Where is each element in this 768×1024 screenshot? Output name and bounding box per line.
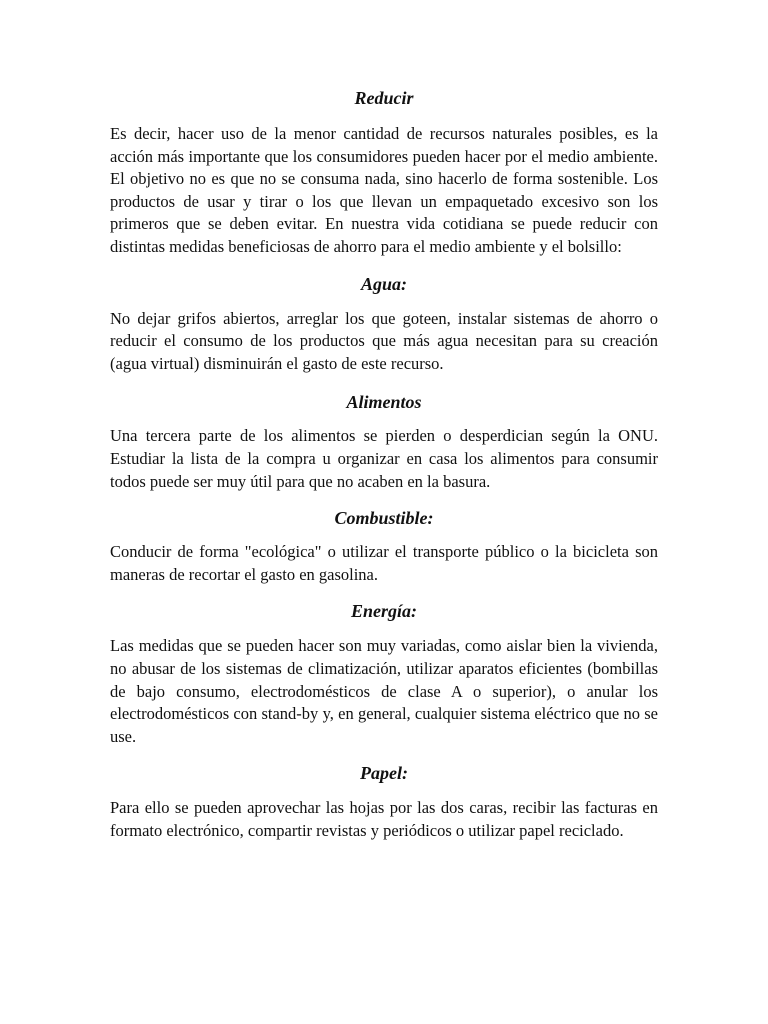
document-page — [110, 84, 658, 842]
section-body-papel: Para ello se pueden aprovechar las hojas por las dos caras, recibir las facturas en formato electrónico, compartir revistas y periódicos o utilizar papel reciclado. — [110, 798, 658, 840]
section-body-alimentos: Una tercera parte de los alimentos se pierden o desperdician según la ONU. Estudiar la lista de la compra u organizar en casa los alimentos para consumir todos puede ser muy útil para que no acaben en la basura. — [110, 426, 658, 491]
section-body-combustible: Conducir de forma "ecológica" o utilizar el transporte público o la bicicleta son maneras de recortar el gasto en gasolina. — [110, 542, 658, 584]
section-title-agua: Agua: — [360, 273, 407, 294]
section-title-alimentos: Alimentos — [346, 392, 422, 413]
section-title-papel: Papel: — [360, 763, 408, 784]
section-title-energia: Energía: — [350, 601, 417, 622]
section-body-energia: Las medidas que se pueden hacer son muy variadas, como aislar bien la vivienda, no abusar de los sistemas de climatización, utilizar aparatos eficientes (bombillas de bajo consumo, electrodomésticos de clase A o superior), o anular los electrodomésticos con stand-by y, en general, cualquier sistema eléctrico que no se use. — [110, 636, 658, 746]
section-body-agua: No dejar grifos abiertos, arreglar los que goteen, instalar sistemas de ahorro o reducir el consumo de los productos que más agua necesitan para su creación (agua virtual) disminuirán el gasto de este recurso. — [110, 308, 658, 373]
section-title-reducir: Reducir — [354, 88, 414, 108]
section-title-combustible: Combustible: — [334, 508, 434, 529]
section-body-reducir: Es decir, hacer uso de la menor cantidad de recursos naturales posibles, es la acción más importante que los consumidores pueden hacer por el medio ambiente. El objetivo no es que no se consuma nada, sino hacerlo de forma sostenible. Los productos de usar y tirar o los que llevan un empaquetado excesivo son los primeros que se deben evitar. En nuestra vida cotidiana se puede reducir con distintas medidas beneficiosas de ahorro para el medio ambiente y el bolsillo: — [110, 124, 658, 256]
